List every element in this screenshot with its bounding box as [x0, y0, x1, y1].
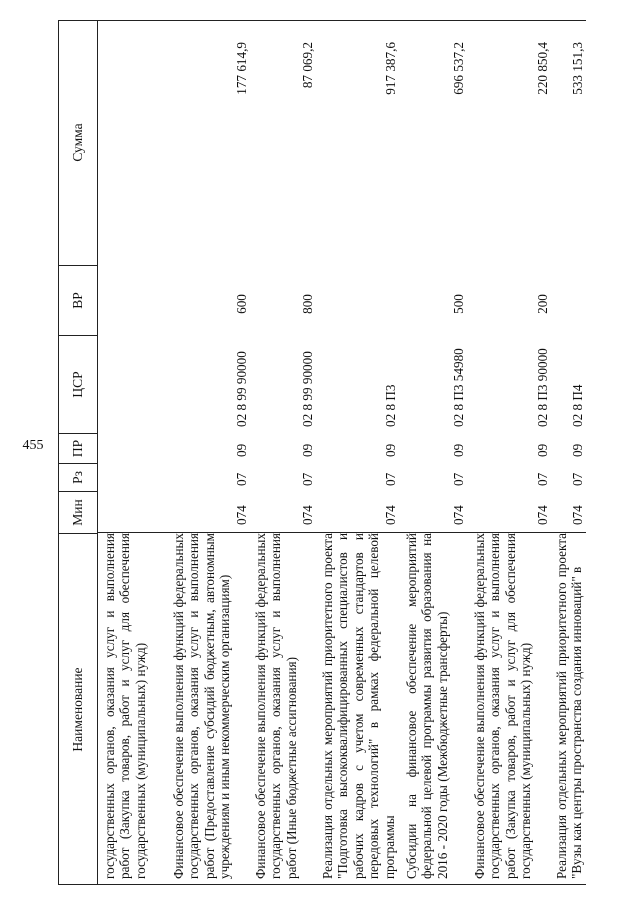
row-rz: 07 [382, 472, 398, 486]
row-pr: 09 [450, 443, 466, 457]
header-name: Наименование [58, 533, 97, 885]
row-name: Реализация отдельных мероприятий приоритетного проекта "Вузы как центры пространства создания инноваций" в [554, 533, 585, 879]
row-vr: 600 [233, 294, 249, 314]
table-row [102, 20, 164, 885]
row-name: государственных органов, оказания услуг и выполнения работ (Закупка товаров, работ и услуг для обеспечения государственных (муниципальных) нужд) [102, 533, 148, 879]
row-pr: 09 [233, 443, 249, 457]
row-min: 074 [569, 505, 585, 525]
row-rz: 07 [233, 472, 249, 486]
table-row [253, 20, 315, 885]
table-row [320, 20, 398, 885]
header-sum: Сумма [69, 123, 85, 162]
header-min: Мин [58, 491, 97, 533]
header-csr: ЦСР [58, 335, 97, 433]
row-pr: 09 [534, 443, 550, 457]
row-sum: 696 537,2 [450, 42, 466, 95]
row-rz: 07 [534, 472, 550, 486]
row-rz: 07 [299, 472, 315, 486]
header-pr: ПР [58, 433, 97, 463]
row-name: Финансовое обеспечение выполнения функций федеральных государственных органов, оказания услуг и выполнения работ (Иные бюджетные ассигнования) [253, 533, 299, 879]
budget-table [58, 20, 586, 885]
table-row [404, 20, 466, 885]
row-sum: 177 614,9 [233, 42, 249, 95]
row-csr: 02 8 П3 54980 [450, 348, 466, 427]
header-vr: ВР [58, 265, 97, 335]
table-row [171, 20, 249, 885]
row-sum: 533 151,3 [569, 42, 585, 95]
row-name: Реализация отдельных мероприятий приоритетного проекта "Подготовка высококвалифицированных специалистов и рабочих кадров с учетом современных стандартов и передовых технологий" в рамках федеральной целевой программы [320, 533, 397, 879]
row-vr: 200 [534, 294, 550, 314]
row-min: 074 [299, 505, 315, 525]
row-csr: 02 8 99 90000 [233, 351, 249, 427]
row-name: Финансовое обеспечение выполнения функций федеральных государственных органов, оказания услуг и выполнения работ (Предоставление субсидий бюджетным, автономным учреждениям и иным некоммерческим организациям) [171, 533, 233, 879]
row-vr: 500 [450, 294, 466, 314]
row-min: 074 [534, 505, 550, 525]
row-csr: 02 8 П4 [569, 384, 585, 427]
table-row [472, 20, 550, 885]
row-pr: 09 [299, 443, 315, 457]
row-pr: 09 [569, 443, 585, 457]
row-vr: 800 [299, 294, 315, 314]
row-min: 074 [450, 505, 466, 525]
row-min: 074 [233, 505, 249, 525]
row-csr: 02 8 П3 [382, 384, 398, 427]
row-name: Субсидии на финансовое обеспечение мероприятий федеральной целевой программы развития образования на 2016 - 2020 годы (Межбюджетные трансферты) [404, 533, 450, 879]
row-min: 074 [382, 505, 398, 525]
table-header-row [58, 20, 98, 885]
row-rz: 07 [569, 472, 585, 486]
row-sum: 87 069,2 [299, 42, 315, 89]
row-sum: 220 850,4 [534, 42, 550, 95]
row-sum: 917 387,6 [382, 42, 398, 95]
rotated-table-viewport [58, 20, 586, 885]
table-row [554, 20, 585, 885]
row-name: Финансовое обеспечение выполнения функций федеральных государственных органов, оказания услуг и выполнения работ (Закупка товаров, работ и услуг для обеспечения государственных (муниципальных) нужд) [472, 533, 534, 879]
row-csr: 02 8 99 90000 [299, 351, 315, 427]
header-rz: Рз [58, 463, 97, 491]
row-rz: 07 [450, 472, 466, 486]
row-pr: 09 [382, 443, 398, 457]
page-number: 455 [22, 438, 44, 453]
row-csr: 02 8 П3 90000 [534, 348, 550, 427]
